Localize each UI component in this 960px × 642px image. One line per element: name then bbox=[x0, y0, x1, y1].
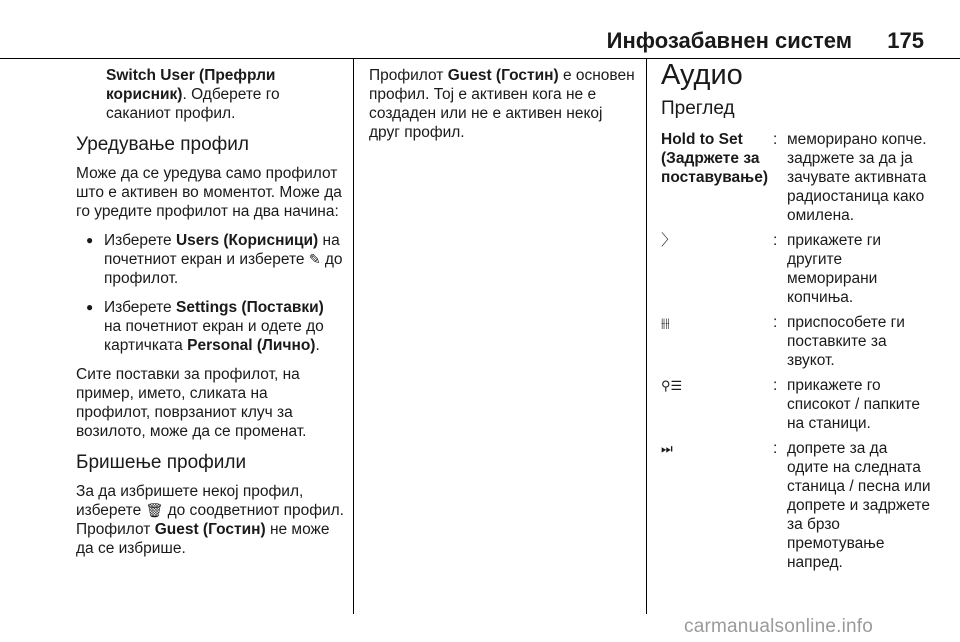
bullet-item-settings bbox=[76, 298, 344, 355]
list-item bbox=[661, 231, 931, 307]
trash-icon: 🗑 bbox=[145, 502, 164, 518]
section-edit-text-2: Сите поставки за профилот, на пример, името, сликата на профилот, поврзаниот клуч за возилото, може да се променат. bbox=[76, 366, 307, 440]
bullet-text: на почетниот екран и одете до картичката bbox=[104, 318, 324, 354]
section-delete-text bbox=[76, 482, 344, 558]
list-item-desc: меморирано копче. задржете за да ја зачувате активната радиостаница како омилена. bbox=[787, 131, 927, 224]
list-item-desc: приспособете ги поставките за звукот. bbox=[787, 314, 905, 369]
bullet-text: на почетниот екран и изберете bbox=[104, 232, 340, 268]
pencil-icon: ✎ bbox=[308, 251, 321, 267]
bullet-dot-icon: ● bbox=[86, 300, 94, 314]
bullet-item-users bbox=[76, 231, 344, 288]
list-item-desc: прикажете го списокот / папките на станици. bbox=[787, 377, 920, 432]
intro-text: . Одберете го саканиот профил. bbox=[106, 86, 280, 122]
list-item-desc: допрете за да одите на следната станица / песна или допрете и задржете за брзо премотување напред. bbox=[787, 440, 931, 571]
colon: : bbox=[773, 314, 778, 331]
list-item bbox=[661, 130, 931, 225]
hold-to-set-term: Hold to Set (Задржете за поставување) bbox=[661, 131, 768, 186]
settings-label: Settings (Поставки) bbox=[175, 299, 324, 316]
switch-user-label: Switch User (Префрли корисник) bbox=[106, 67, 276, 103]
colon: : bbox=[773, 232, 778, 249]
column-divider-2 bbox=[646, 58, 647, 614]
colon: : bbox=[773, 377, 778, 394]
skip-forward-icon: ⏭ bbox=[661, 441, 673, 456]
watermark: carmanualsonline.info bbox=[684, 616, 874, 637]
equalizer-icon: ⫲⫲ bbox=[661, 315, 670, 330]
station-list-icon: ⚲☰ bbox=[661, 378, 683, 393]
bullet-text: до профилот. bbox=[104, 251, 343, 287]
intro-paragraph bbox=[76, 66, 344, 123]
bullet-text: . bbox=[315, 337, 320, 354]
overview-title: Преглед bbox=[661, 98, 735, 119]
column-2 bbox=[369, 66, 637, 152]
column-3 bbox=[661, 59, 931, 578]
guest-paragraph bbox=[369, 66, 637, 142]
chevron-right-icon: 〉 bbox=[661, 232, 677, 249]
guest-text: е основен профил. Тој е активен кога не е создаден или не е активен некој друг профил. bbox=[369, 67, 635, 141]
delete-text: не може да се избрише. bbox=[76, 521, 330, 557]
column-divider-1 bbox=[353, 58, 354, 614]
column-1 bbox=[76, 66, 344, 568]
list-item bbox=[661, 376, 931, 433]
delete-text: до соодветниот профил. Профилот bbox=[76, 502, 344, 538]
colon: : bbox=[773, 440, 778, 457]
personal-label: Personal (Лично) bbox=[187, 337, 316, 354]
section-delete-title: Бришење профили bbox=[76, 452, 247, 473]
bullet-dot-icon: ● bbox=[86, 233, 94, 247]
audio-title: Аудио bbox=[661, 59, 743, 91]
section-edit-text: Може да се уредува само профилот што е активен во моментот. Може да го уредите профилот на два начина: bbox=[76, 165, 342, 220]
page-header bbox=[0, 0, 960, 59]
section-edit-title: Уредување профил bbox=[76, 134, 250, 155]
list-item bbox=[661, 313, 931, 370]
header-title: Инфозабавнен систем bbox=[606, 28, 852, 53]
guest-label: Guest (Гостин) bbox=[154, 521, 266, 538]
users-label: Users (Корисници) bbox=[175, 232, 319, 249]
list-item-desc: прикажете ги другите меморирани копчиња. bbox=[787, 232, 882, 306]
colon: : bbox=[773, 131, 778, 148]
page-number: 175 bbox=[887, 28, 924, 53]
guest-text: Профилот bbox=[369, 67, 448, 84]
bullet-text: Изберете bbox=[104, 299, 176, 316]
guest-label: Guest (Гостин) bbox=[447, 67, 559, 84]
bullet-text: Изберете bbox=[104, 232, 176, 249]
list-item bbox=[661, 439, 931, 572]
delete-text: За да избришете некој профил, изберете bbox=[76, 483, 304, 519]
